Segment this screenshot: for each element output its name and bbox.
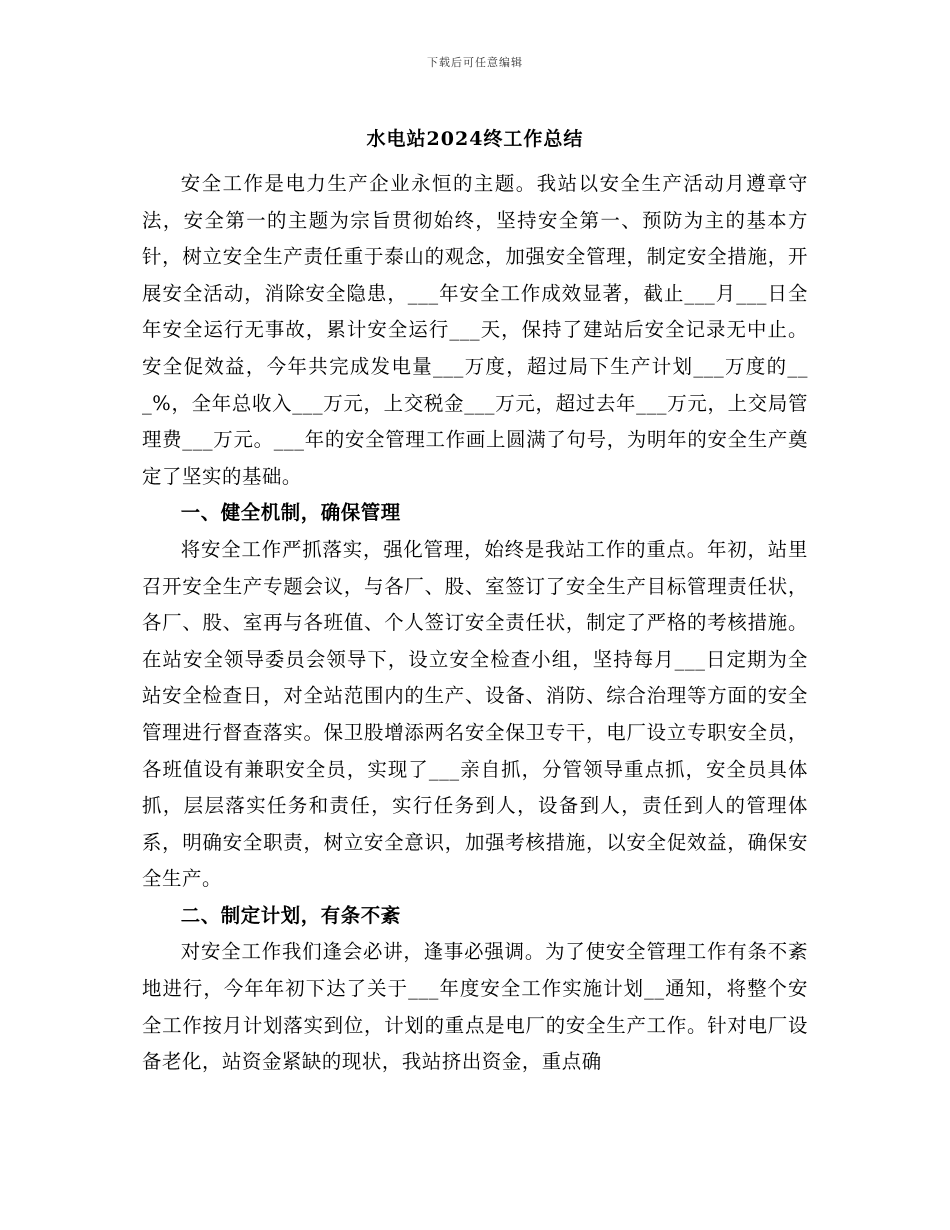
section-1-heading: 一、健全机制，确保管理 [180,501,401,525]
document-body [142,166,808,1081]
section-2-paragraph: 对安全工作我们逢会必讲，逢事必强调。为了使安全管理工作有条不紊地进行，今年年初下达了关于___年度安全工作实施计划__通知，将整个安全工作按月计划落实到位，计划的重点是电厂的安全生产工作。针对电厂设备老化，站资金紧缺的现状，我站挤出资金，重点确 [142,940,808,1074]
document-title: 水电站2024终工作总结 [366,128,584,150]
section-2-heading: 二、制定计划，有条不紊 [180,903,401,927]
section-1-paragraph: 将安全工作严抓落实，强化管理，始终是我站工作的重点。年初，站里召开安全生产专题会议，与各厂、股、室签订了安全生产目标管理责任状，各厂、股、室再与各班值、个人签订安全责任状，制定了严格的考核措施。在站安全领导委员会领导下，设立安全检查小组，坚持每月___日定期为全站安全检查日，对全站范围内的生产、设备、消防、综合治理等方面的安全管理进行督查落实。保卫股增添两名安全保卫专干，电厂设立专职安全员，各班值设有兼职安全员，实现了___亲自抓，分管领导重点抓，安全员具体抓，层层落实任务和责任，实行任务到人，设备到人，责任到人的管理体系，明确安全职责，树立安全意识，加强考核措施，以安全促效益，确保安全生产。 [142,537,808,891]
intro-paragraph: 安全工作是电力生产企业永恒的主题。我站以安全生产活动月遵章守法，安全第一的主题为宗旨贯彻始终，坚持安全第一、预防为主的基本方针，树立安全生产责任重于泰山的观念，加强安全管理，制定安全措施，开展安全活动，消除安全隐患，___年安全工作成效显著，截止___月___日全年安全运行无事故，累计安全运行___天，保持了建站后安全记录无中止。安全促效益，今年共完成发电量___万度，超过局下生产计划___万度的___%，全年总收入___万元，上交税金___万元，超过去年___万元，上交局管理费___万元。___年的安全管理工作画上圆满了句号，为明年的安全生产奠定了坚实的基础。 [142,172,808,488]
page-header-note: 下载后可任意编辑 [427,56,523,69]
